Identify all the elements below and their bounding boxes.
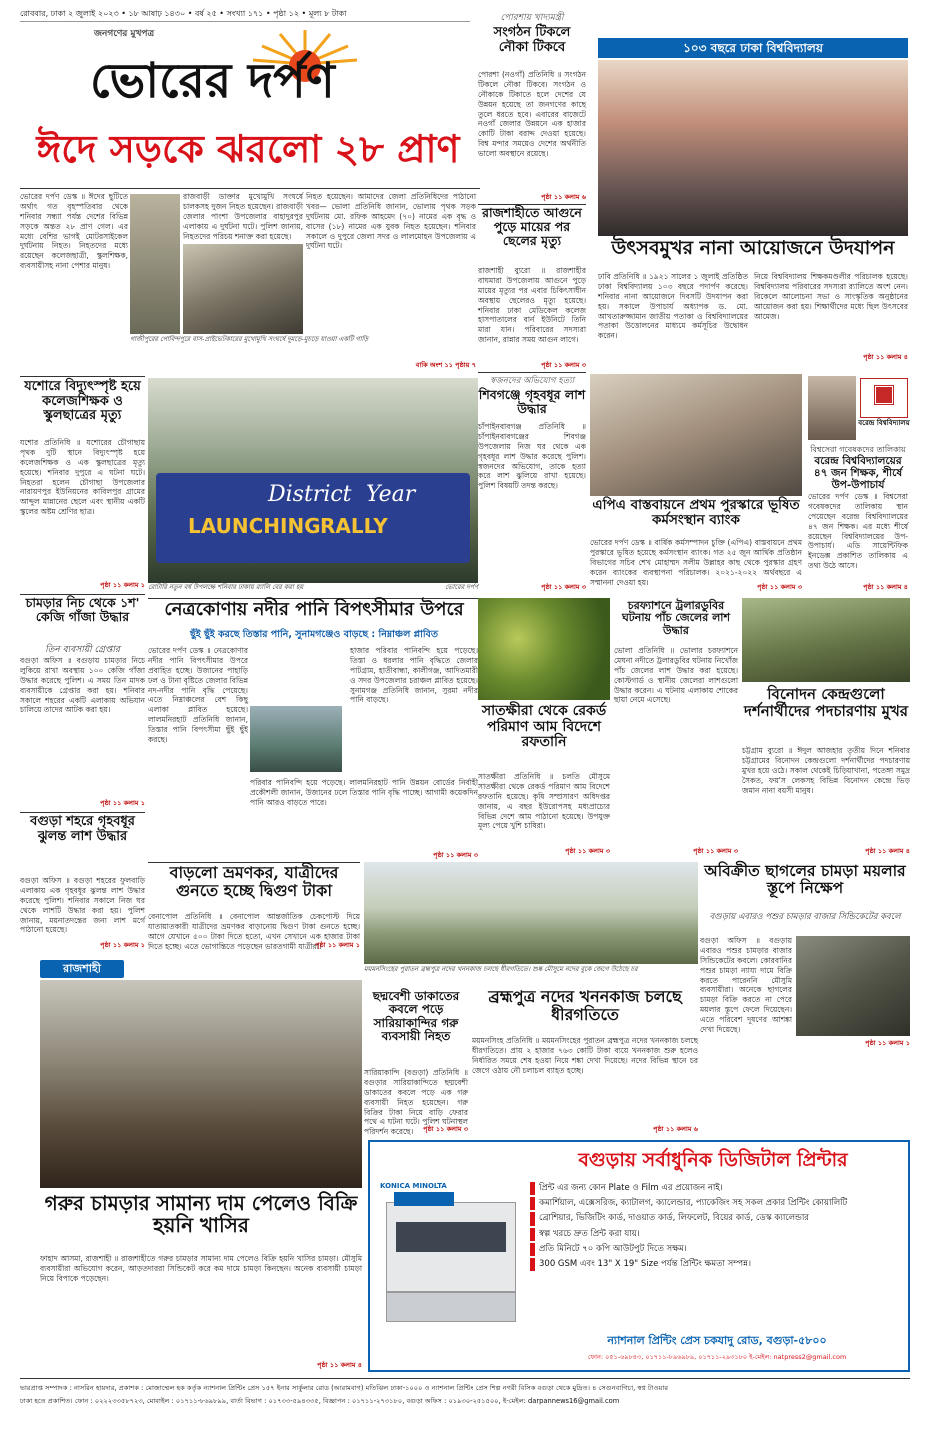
recreation-headline: বিনোদন কেন্দ্রগুলো দর্শনার্থীদের পদচারণায় মুখর [743,685,909,720]
mango-body: সাতক্ষীরা প্রতিনিধি ॥ চলতি মৌসুমে সাতক্ষীরা থেকে রেকর্ড পরিমাণ আম বিদেশে রফতানি হয়েছে। কৃষি সম্প্রসারণ অধিদপ্তর জানায়, এ বছর ইউরোপসহ মধ্যপ্রাচ্যের বিভিন্ন দেশে আম পাঠানো হয়েছে। উপযুক্ত মূল্য পেয়ে খুশি চাষিরা। [478,772,610,831]
varendra-logo-text: বরেন্দ্র বিশ্ববিদ্যালয় [858,419,910,427]
porsha-kicker: পোরশায় খাদ্যমন্ত্রী [500,13,564,23]
ad-point: প্রিন্ট এর জন্য কোন Plate ও Film এর প্রয়োজন নাই। [530,1182,904,1195]
rally-photo [148,378,478,583]
rally-banner-launching: LAUNCHING [188,514,321,538]
skins-photo [796,936,910,1036]
printer-icon [376,1182,526,1332]
rajshahi-continued: পৃষ্ঠা ১১ কলাম ৪ [317,1361,362,1369]
skins-continued: পৃষ্ঠা ১১ কলাম ১ [865,1039,910,1047]
murder-body: চাঁপাইনবাবগঞ্জ প্রতিনিধি ॥ চাঁপাইনবাবগঞ্জের শিবগঞ্জ উপজেলায় নিজ ঘর থেকে এক গৃহবধূর লাশ উদ্ধার করেছে পুলিশ। স্বজনদের অভিযোগ, তাকে হত্যা করে লাশ ঝুলিয়ে রাখা হয়েছে। পুলিশ বিষয়টি তদন্ত করছে। [478,422,586,491]
porsha-headline: সংগঠন টিকলে নৌকা টিকবে [493,25,571,55]
rally-credit: ভোরের দর্পণ [445,583,478,591]
robber-headline: ছদ্মবেশী ডাকাতের কবলে পড়ে সারিয়াকান্দির গরু ব্যবসায়ী নিহত [372,989,460,1044]
river-photo [364,862,698,964]
bogura-wife-headline: বগুড়া শহরে গৃহবধূর ঝুলন্ত লাশ উদ্ধার [30,814,135,844]
ganja-headline: চামড়ার নিচ থেকে ১শ' কেজি গাঁজা উদ্ধার [25,595,140,624]
ad-contact: ফোন: ০৫১-৬৯৮৪৩, ০১৭১১-৮৯৬৯৮৯, ০১৭১১-২৯৩১৮০ ই-মেইল: natpress2@gmail.com [587,1353,847,1361]
ad-point: স্বল্প খরচে দ্রুত প্রিন্ট করা যায়। [530,1228,904,1241]
ganja-body: বগুড়া অফিস ॥ বগুড়ায় চামড়ার নিচে লুকিয়ে রাখা অবস্থায় ১০০ কেজি গাঁজা উদ্ধার করেছে পুলিশ। এ সময় তিন মাদক ব্যবসায়ীকে গ্রেপ্তার করা হয়। শনিবার সকালে শহরের একটি এলাকায় অভিযান চালিয়ে তাদের আটক করা হয়। [20,656,145,715]
mango-continued: পৃষ্ঠা ১১ কলাম ৩ [565,847,610,855]
ad-point: 300 GSM এবং 13" X 19" Size পর্যন্ত প্রিন্টিং ক্ষমতা সম্পন্ন। [530,1258,904,1271]
ganja-continued: পৃষ্ঠা ১১ কলাম ১ [100,799,145,807]
imprint-line-1: ভারপ্রাপ্ত সম্পাদক : নাসরিন হায়দার, প্রকাশক : মোজাম্মেল হক কর্তৃক ন্যাশনাল প্রিন্টিং প্রেস ১৫৭ ইনার সার্কুলার রোড (আরামবাগ) মতিঝিল ঢাকা-১০০০ ও ন্যাশনাল প্রিন্টিং প্রেস শিল্প নগরী বিসিক বগুড়া থেকে মুদ্রিত। ৪ সেগুনবাগিচা, স্বপ্ন টাওয়ার [20,1384,669,1392]
imprint-line-2: ঢাকা হতে প্রকাশিত। ফোন : ০২২২৩৩৫৮৭২৩, মোবাইল : ০১৭১১-৮৬৯৮৯৯, বার্তা বিভাগ : ০১৭৩৩-৫৯৪৩৩৫, বিজ্ঞাপন : ০১৭১১-২৭৩১৮০, বগুড়া অফিস : ০১৯৩০-২৫১৫০০, ই-মেইল: darpannews16@gmail.com [20,1397,620,1405]
bus-continued: পৃষ্ঠা ১১ কলাম ১ [315,941,360,949]
skins-subhead: বগুড়ায় এবারও পশুর চামড়ার বাজার সিন্ডিকেটের কবলে [709,912,901,922]
varendra-logo-icon [860,378,908,418]
fire-body: রাজশাহী ব্যুরো ॥ রাজশাহীর বাঘমারা উপজেলায় আগুনে পুড়ে মায়ের মৃত্যুর পর এবার চিকিৎসাধীন অবস্থায় ছেলেরও মৃত্যু হয়েছে। শনিবার ঢাকা মেডিকেল কলেজ হাসপাতালের বার্ন ইউনিটে তিনি মারা যান। পরিবারের সদস্যরা জানান, রান্নার সময় আগুন লাগে। [478,266,586,345]
lead-headline: ঈদে সড়কে ঝরলো ২৮ প্রাণ [36,126,460,171]
ad-point: প্রতি মিনিটে ৭০ কপি আউটপুট দিতে সক্ষম। [530,1243,904,1256]
rally-banner-rally: RALLY [320,514,388,538]
du-body: ঢাবি প্রতিনিধি ॥ ১৯২১ সালের ১ জুলাই প্রতিষ্ঠিত ঢাকা বিশ্ববিদ্যালয় ১০৩ বছরে পদার্পণ করেছে। শনিবার নানা আয়োজনে দিবসটি উদযাপন করা হয়। সকালে উপাচার্য অধ্যাপক ড. মো. আখতারুজ্জামান জাতীয় পতাকা ও বিশ্ববিদ্যালয়ের পতাকা উত্তোলনের মাধ্যমে কর্মসূচির উদ্বোধন করেন। [598,272,748,341]
varendra-continued: পৃষ্ঠা ১১ কলাম ৪ [863,583,908,591]
brahmaputra-headline: ব্রহ্মপুত্র নদের খননকাজ চলছে ধীরগতিতে [488,987,682,1024]
ad-headline: বগুড়ায় সর্বাধুনিক ডিজিটাল প্রিন্টার [578,1149,848,1171]
ad-point: ব্রোশিয়ার, ভিজিটিং কার্ড, দাওয়াত কার্ড, লিফলেট, বিয়ের কার্ড, ডেস্ক ক্যালেন্ডার [530,1212,904,1225]
teesta-body-2: হাজার পরিবার পানিবন্দি হয়ে পড়েছে। তিস্তা ও ধরলার পানি বৃদ্ধিতে জেলার পাটগ্রাম, হাতীবান্ধা, কালীগঞ্জ, আদিতমারী ও সদর উপজেলার চরাঞ্চল প্লাবিত হয়েছে। সুনামগঞ্জ প্রতিনিধি জানান, সুরমা নদীর পানি বাড়ছে। [350,646,478,705]
du-continued: পৃষ্ঠা ১১ কলাম ৪ [863,353,908,361]
lead-body-col3: নিহত হয়েছেন। আমাদের জেলা প্রতিনিধিদের পাঠানো খবর— ভোলা প্রতিনিধি জানান, ভোলায় পৃথক সড়ক দুর্ঘটনায় মো. রফিক আহমেদ (৭০) নামের এক বৃদ্ধ ও বাসের (১৮) নামের এক যুবক নিহত হয়েছেন। শনিবার সকালে ও দুপুরে জেলা সদর ও লালমোহন উপজেলায় এ দুর্ঘটনা ঘটে। [306,192,476,251]
varendra-photo [808,376,856,440]
newspaper-name: ভোরের দর্পণ [90,53,335,109]
teesta-subhead: ছুঁই ছুঁই করছে তিস্তার পানি, সুনামগঞ্জেও বাড়ছে : নিম্নাঞ্চল প্লাবিত [190,629,438,640]
bus-headline: বাড়লো ভ্রমণকর, যাত্রীদের গুনতে হচ্ছে দ্বিগুণ টাকা [169,863,339,900]
tagline: জনগণের মুখপত্র [94,29,155,39]
jessore-headline: যশোরে বিদ্যুৎস্পৃষ্ট হয়ে কলেজশিক্ষক ও স্কুলছাত্রের মৃত্যু [24,379,141,424]
teesta-continued: পৃষ্ঠা ১১ কলাম ৩ [433,851,478,859]
ganja-subhead: তিন ব্যবসায়ী গ্রেপ্তার [45,645,120,655]
crash-photo-2 [130,194,180,334]
ad-company: ন্যাশনাল প্রিন্টিং প্রেস চকযাদু রোড, বগুড়া-৫৮০০ [607,1334,827,1347]
du-photo [598,60,908,236]
varendra-headline: বরেন্দ্র বিশ্ববিদ্যালয়ের ৪৭ জন শিক্ষক, শীর্ষে উপ-উপাচার্য [813,455,903,491]
teesta-body: ভোরের দর্পণ ডেস্ক ॥ নেত্রকোণার নদীর পানি বিপৎসীমার উপরে প্রবাহিত হচ্ছে। উজানের পাহাড়ি ঢল ও টানা বৃষ্টিতে জেলার বিভিন্ন নদ-নদীর পানি বৃদ্ধি পেয়েছে। এতে নিম্নাঞ্চলের বেশ কিছু এলাকা প্লাবিত হয়েছে। লালমনিরহাট প্রতিনিধি জানান, তিস্তার পানি বিপৎসীমা ছুঁই ছুঁই করছে। [148,646,248,745]
porsha-body: পোরশা (নওগাঁ) প্রতিনিধি ॥ সংগঠন টিকলে নৌকা টিকবে। সংগঠন ও নৌকাকে টিকাতে হলে দেশের যে উন্নয়ন হয়েছে তা জনগণের কাছে তুলে ধরতে হবে। এবারের বাজেটে নওগাঁ জেলার উন্নয়নে এক হাজার কোটি টাকা বরাদ্দ দেওয়া হয়েছে। বিশ্ব মন্দার সময়েও দেশের অর্থনীতি ভালো অবস্থানে রয়েছে। [478,70,586,159]
trawler-headline: চরফ্যাশনে ট্রলারডুবির ঘটনায় পাঁচ জেলের লাশ উদ্ধার [622,599,730,637]
bank-body: ভোরের দর্পণ ডেস্ক ॥ বার্ষিক কর্মসম্পাদন চুক্তি (এপিএ) বাস্তবায়নে প্রথম পুরস্কারে ভূষিত হয়েছে কর্মসংস্থান ব্যাংক। গত ২৫ জুন আর্থিক প্রতিষ্ঠান বিভাগের সচিব শেখ মোহাম্মদ সলীম উল্লাহর কাছ থেকে পুরস্কার গ্রহণ করেন ব্যাংকের ব্যবস্থাপনা পরিচালক। ২০২১-২০২২ অর্থবছরে এ সম্মাননা দেওয়া হয়। [590,538,802,587]
lead-crash-photo [183,244,303,334]
du-label: ১০৩ বছরে ঢাকা বিশ্ববিদ্যালয় [598,38,908,58]
porsha-continued: পৃষ্ঠা ১১ কলাম ৬ [541,193,586,201]
ad-points [530,1182,904,1322]
skins-headline: অবিক্রীত ছাগলের চামড়া ময়লার স্তূপে নিক্ষেপ [704,861,906,898]
ad-brand: KONICA MINOLTA [380,1182,447,1190]
lead-photo-caption: গাজীপুরের গোবিন্দপুরে বাস-প্রাইভেটকারের মুখোমুখি সংঘর্ষে দুমড়ে-মুচড়ে যাওয়া একটি গাড়ি [130,335,369,343]
lead-continued: বাকি অংশ ১১ পৃষ্ঠায় ৭ [415,361,476,369]
trawler-continued: পৃষ্ঠা ১১ কলাম ৩ [693,847,738,855]
teesta-headline: নেত্রকোণায় নদীর পানি বিপৎসীমার উপরে [164,599,464,620]
jessore-continued: পৃষ্ঠা ১১ কলাম ১ [100,581,145,589]
bus-body: বেনাপোল প্রতিনিধি ॥ বেনাপোল আন্তর্জাতিক চেকপোস্ট দিয়ে যাতায়াতকারী যাত্রীদের ভ্রমণকর বাড়ানোয় দ্বিগুণ টাকা গুনতে হচ্ছে। আগে যেখানে ৫০০ টাকা দিতে হতো, এখন সেখানে এক হাজার টাকা দিতে হচ্ছে। এতে ভোগান্তিতে পড়েছেন ভারতগামী যাত্রীরা। [148,912,360,951]
masthead [20,8,470,116]
fire-headline: রাজশাহীতে আগুনে পুড়ে মায়ের পর ছেলের মৃত্যু [482,205,582,248]
trawler-body: ভোলা প্রতিনিধি ॥ ভোলার চরফ্যাশনে মেঘনা নদীতে ট্রলারডুবির ঘটনায় নিখোঁজ পাঁচ জেলের লাশ উদ্ধার করা হয়েছে। কোস্টগার্ড ও স্থানীয় জেলেরা লাশগুলো উদ্ধার করেন। এ ঘটনায় এলাকায় শোকের ছায়া নেমে এসেছে। [614,646,738,705]
teesta-body-3: পরিবার পানিবন্দি হয়ে পড়েছে। লালমনিরহাট পানি উন্নয়ন বোর্ডের নির্বাহী প্রকৌশলী জানান, উজানের ঢলে তিস্তার পানি বৃদ্ধি পাচ্ছে। আগামী কয়েকদিন পানি আরও বাড়তে পারে। [250,778,478,807]
brahmaputra-body: ময়মনসিংহ প্রতিনিধি ॥ ময়মনসিংহের পুরাতন ব্রহ্মপুত্র নদের খননকাজ চলছে ধীরগতিতে। প্রায় ২ হাজার ৭৬৩ কোটি টাকা ব্যয়ে খননকাজ শুরু হলেও নির্ধারিত সময়ে শেষ হওয়া নিয়ে শঙ্কা দেখা দিয়েছে। নদের বিভিন্ন স্থানে চর জেগে ওঠায় নৌ চলাচল ব্যাহত হচ্ছে। [472,1036,698,1075]
robber-body: সারিয়াকান্দি (বগুড়া) প্রতিনিধি ॥ বগুড়ার সারিয়াকান্দিতে ছদ্মবেশী ডাকাতের কবলে পড়ে এক গরু ব্যবসায়ী নিহত হয়েছেন। গরু বিক্রির টাকা নিয়ে বাড়ি ফেরার পথে এ ঘটনা ঘটে। পুলিশ ঘটনাস্থল পরিদর্শন করেছে। [364,1068,468,1137]
teesta-flood-photo [250,706,342,772]
murder-headline: শিবগঞ্জে গৃহবধূর লাশ উদ্ধার [478,387,586,416]
skins-body: বগুড়া অফিস ॥ বগুড়ায় এবারও পশুর চামড়ার বাজার সিন্ডিকেটের কবলে। কোরবানির পশুর চামড়া ন্যায্য দামে বিক্রি করতে পারেননি মৌসুমি ব্যবসায়ীরা। অনেকে ছাগলের চামড়া বিক্রি করতে না পেরে ময়লার স্তূপে ফেলে দিয়েছেন। এতে পরিবেশ দূষণের আশঙ্কা দেখা দিয়েছে। [700,936,792,1035]
lead-body-col1: ভোরের দর্পণ ডেস্ক ॥ ঈদের ছুটিতে অর্থাৎ গত বৃহস্পতিবার থেকে শনিবার সন্ধ্যা পর্যন্ত দেশের বিভিন্ন সড়কে অন্তত ২৮ প্রাণ গেল। এর মধ্যে বেশির ভাগই মোটরসাইকেল দুর্ঘটনায় নিহত। নিহতদের মধ্যে রয়েছেন কলেজছাত্রী, স্কুলশিক্ষক, ব্যবসায়ীসহ নানা পেশার মানুষ। [20,192,128,271]
ad-point: কমার্শিয়াল, এক্সেসরিজ, ক্যাটালগ, ক্যালেন্ডার, প্যাকেজিং সহ সকল প্রকার প্রিন্টিং কোয়ালিটি [530,1197,904,1210]
jessore-body: যশোর প্রতিনিধি ॥ যশোরের চৌগাছায় পৃথক দুটি স্থানে বিদ্যুৎস্পৃষ্ট হয়ে কলেজশিক্ষক ও এক স্কুলছাত্রের মৃত্যু হয়েছে। শনিবার দুপুরে এ ঘটনা ঘটে। নিহতরা হলেন চৌগাছা উপজেলার নারায়ণপুর ইউনিয়নের কাবিলপুর গ্রামের আব্দুল মান্নানের ছেলে এবং স্থানীয় একটি স্কুলের অষ্টম শ্রেণির ছাত্র। [20,438,145,517]
river-photo-caption: ময়মনসিংহের পুরাতন ব্রহ্মপুত্র নদের খননকাজ চলছে ধীরগতিতে। শুষ্ক মৌসুমে নদের বুকে জেগে উঠেছে চর [364,965,638,973]
rajshahi-headline: গরুর চামড়ার সামান্য দাম পেলেও বিক্রি হয়নি খাসির [44,1191,358,1238]
lead-body-col2: রাজবাড়ী ডাক্তার মুখোমুখি সংঘর্ষে চালকসহ দুজন নিহত হয়েছেন। রাজবাড়ী জেলার পাংশা উপজেলার বাহাদুরপুর এলাকায় এ দুর্ঘটনা ঘটে। পুলিশ জানায়, নিহতদের পরিচয় শনাক্ত করা হয়েছে। [183,192,303,241]
zoo-photo [742,598,910,682]
rally-caption: রোটারি নতুন বর্ষ উপলক্ষে শনিবার ঢাকায় র‍্যালি বের করা হয় [148,583,304,591]
murder-continued: পৃষ্ঠা ১১ কলাম ৩ [541,583,586,591]
bank-continued: পৃষ্ঠা ১১ কলাম ৩ [757,583,802,591]
varendra-body: ভোরের দর্পণ ডেস্ক ॥ বিশ্বসেরা গবেষকদের তালিকায় স্থান পেয়েছেন বরেন্দ্র বিশ্ববিদ্যালয়ের ৪৭ জন শিক্ষক। এর মধ্যে শীর্ষে রয়েছেন বিশ্ববিদ্যালয়ের উপ-উপাচার্য। এডি সায়েন্টিফিক ইনডেক্স প্রকাশিত তালিকায় এ তথ্য উঠে আসে। [808,492,908,571]
rajshahi-body: ফাহাদ আসমা, রাজশাহী ॥ রাজশাহীতে গরুর চামড়ার সামান্য দাম পেলেও বিক্রি হয়নি খাসির চামড়া। মৌসুমি ব্যবসায়ীরা অভিযোগ করেন, আড়তদাররা সিন্ডিকেট করে কম দামে চামড়া কিনছেন। অনেক ব্যবসায়ী চামড়া নিয়ে বিপাকে পড়েছেন। [40,1254,362,1283]
rajshahi-photo [40,980,362,1188]
varendra-kicker: বিশ্বসেরা গবেষকদের তালিকায় [810,445,906,454]
rajshahi-label: রাজশাহী [40,960,124,978]
fire-continued: পৃষ্ঠা ১১ কলাম ৩ [541,361,586,369]
dateline: রোববার, ঢাকা ২ জুলাই ২০২৩ • ১৮ আষাঢ় ১৪৩০ • বর্ষ ২৫ • সংখ্যা ১৭১ • পৃষ্ঠা ১২ • মূল্য ৮ টাকা [20,8,470,22]
rally-banner-district: District [268,482,352,507]
mango-photo [478,598,610,700]
bank-photo [590,374,802,496]
bogura-wife-body: বগুড়া অফিস ॥ বগুড়া শহরের ফুলবাড়ি এলাকায় এক গৃহবধূর ঝুলন্ত লাশ উদ্ধার করেছে পুলিশ। শনিবার সকালে নিজ ঘর থেকে লাশটি উদ্ধার করা হয়। পুলিশ জানায়, ময়নাতদন্তের জন্য লাশ মর্গে পাঠানো হয়েছে। [20,876,145,935]
bogura-wife-continued: পৃষ্ঠা ১১ কলাম ১ [100,941,145,949]
murder-kicker: স্বজনদের অভিযোগ হত্যা [489,376,575,386]
bank-headline: এপিএ বাস্তবায়নে প্রথম পুরস্কারে ভূষিত কর্মসংস্থান ব্যাংক [592,497,800,529]
du-body-2: নিয়ে বিশ্ববিদ্যালয় শিক্ষকমণ্ডলীর পরিচালক হয়েছে। বিশ্ববিদ্যালয় পরিবারের সদস্যরা র‍্যালিতে অংশ নেন। বিকেলে আলোচনা সভা ও সাংস্কৃতিক অনুষ্ঠানের আয়োজন করা হয়। শিক্ষার্থীদের মধ্যে ছিল উৎসবের আমেজ। [754,272,908,321]
robber-continued: পৃষ্ঠা ১১ কলাম ৩ [423,1125,468,1133]
brahmaputra-continued: পৃষ্ঠা ১১ কলাম ৬ [653,1125,698,1133]
mango-headline: সাতক্ষীরা থেকে রেকর্ড পরিমাণ আম বিদেশে রফতানি [481,703,607,751]
rally-banner-year: Year [366,482,416,507]
du-headline: উৎসবমুখর নানা আয়োজনে উদযাপন [611,237,895,259]
recreation-continued: পৃষ্ঠা ১১ কলাম ৪ [865,847,910,855]
printer-ad [368,1140,910,1372]
recreation-body: চট্টগ্রাম ব্যুরো ॥ ঈদুল আজহার তৃতীয় দিনে শনিবার চট্টগ্রামের বিনোদন কেন্দ্রগুলো দর্শনার্থীদের পদচারণায় মুখর হয়ে ওঠে। সকাল থেকেই চিড়িয়াখানা, পতেঙ্গা সমুদ্র সৈকত, ফয়'স লেকসহ বিভিন্ন বিনোদন কেন্দ্রে ভিড় জমান নানা বয়সী মানুষ। [742,746,910,795]
